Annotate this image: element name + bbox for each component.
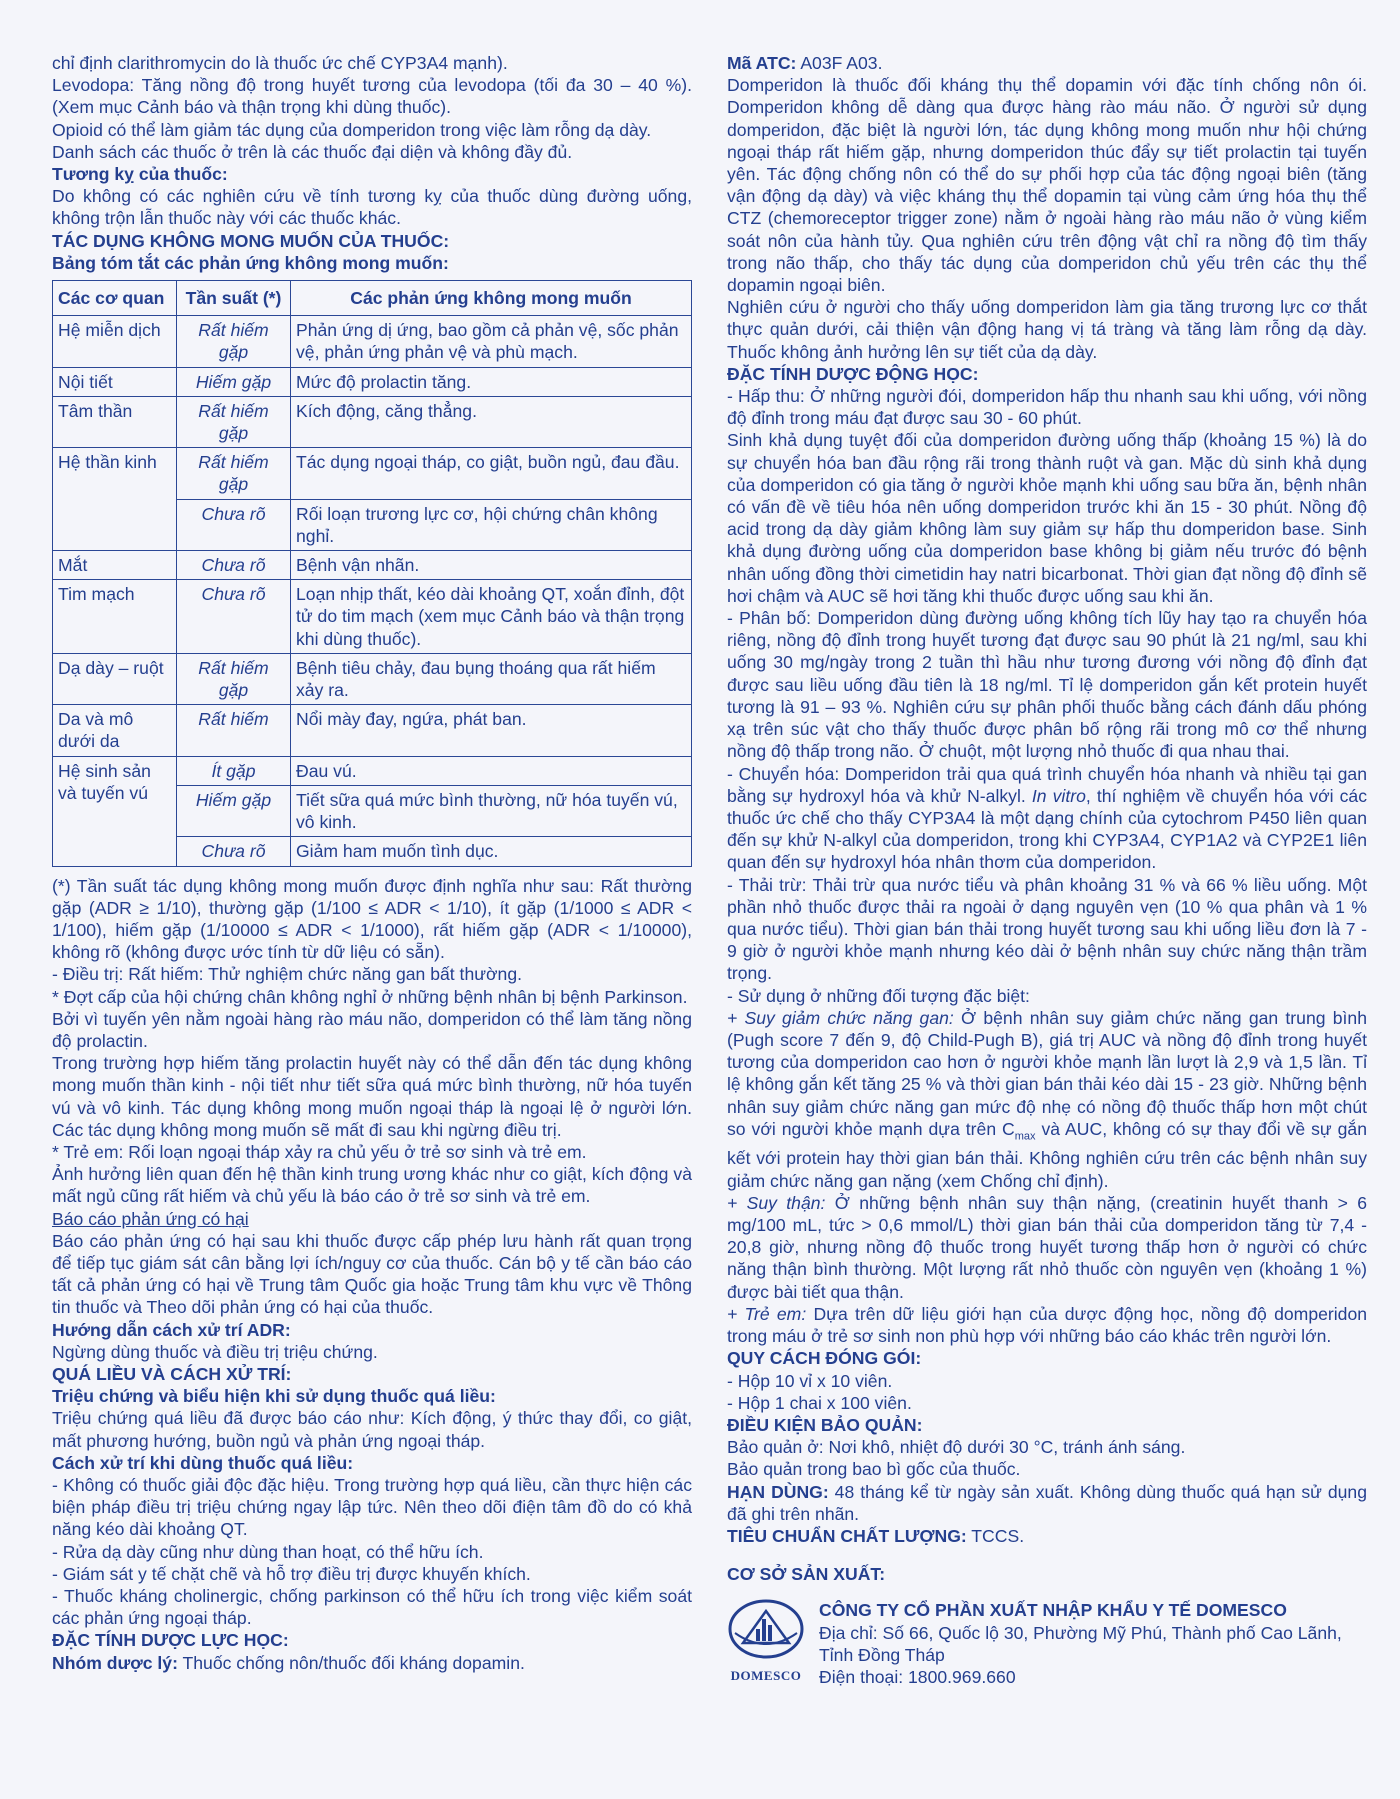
cell-frequency: Chưa rõ (177, 580, 291, 654)
text-opioid: Opioid có thể làm giảm tác dụng của domperidon trong việc làm rỗng dạ dày. (52, 119, 652, 140)
cell-reaction: Nổi mày đay, ngứa, phát ban. (291, 705, 692, 756)
text-anh-huong: Ảnh hưởng liên quan đến hệ thần kinh trung ương khác như co giật, kích động và mất ngủ cũng rất hiếm và chủ yếu là báo cáo ở trẻ sơ sinh và trẻ em. (52, 1164, 692, 1207)
cell-reaction: Phản ứng dị ứng, bao gồm cả phản vệ, sốc phản vệ, phản ứng phản vệ và phù mạch. (291, 316, 692, 367)
cell-organ: Da và mô dưới da (53, 705, 177, 756)
cell-frequency: Chưa rõ (177, 499, 291, 550)
label-tre-em: + Trẻ em: (727, 1303, 807, 1324)
table-body (53, 316, 692, 866)
table-row (53, 396, 692, 447)
text-dieu-tri: - Điều trị: Rất hiếm: Thử nghiệm chức năng gan bất thường. (52, 964, 523, 985)
heading-bao-quan: ĐIỀU KIỆN BẢO QUẢN: (727, 1414, 923, 1435)
company-phone: Điện thoại: 1800.969.660 (819, 1666, 1016, 1687)
text-doi-tuong-dac-biet: - Sử dụng ở những đối tượng đặc biệt: (727, 985, 1030, 1006)
cell-reaction: Giảm ham muốn tình dục. (291, 837, 692, 866)
text-tuong-ky: Do không có các nghiên cứu về tính tương kỵ của thuốc dùng đường uống, không trộn lẫn thuốc này với các thuốc khác. (52, 186, 692, 229)
label-tieu-chuan: TIÊU CHUẨN CHẤT LƯỢNG: (727, 1525, 967, 1546)
chuyen-hoa-part-1: - Chuyển hóa: Domperidon trải qua quá trình chuyển hóa nhanh và nhiều tại gan bằng sự hydroxyl hóa và khử N-alkyl. (727, 763, 1367, 806)
cell-reaction: Kích động, căng thẳng. (291, 396, 692, 447)
chuyen-hoa-in-vitro: In vitro (1031, 785, 1086, 806)
heading-bang-tom-tat: Bảng tóm tắt các phản ứng không mong muốn: (52, 252, 449, 273)
text-tre-em-dd (727, 1303, 1367, 1347)
cell-organ: Dạ dày – ruột (53, 653, 177, 704)
tre-em-text: Dựa trên dữ liệu giới hạn của dược động học, nồng độ domperidon trong máu ở trẻ sơ sinh non phù hợp với những báo cáo khác trên người lớn. (727, 1303, 1368, 1347)
domesco-logo (727, 1599, 805, 1684)
cell-organ: Hệ miễn dịch (53, 316, 177, 367)
text-chuyen-hoa (727, 763, 1367, 874)
table-header-row (53, 281, 692, 316)
cell-organ: Hệ thần kinh (53, 448, 177, 551)
text-xu-tri-1: - Không có thuốc giải độc đặc hiệu. Trong trường hợp quá liều, cần thực hiện các biện pháp điều trị triệu chứng ngay lập tức. Nên theo dõi điện tâm đồ do có khả năng kéo dài khoảng QT. (52, 1474, 692, 1540)
cell-reaction: Mức độ prolactin tăng. (291, 367, 692, 396)
company-name: CÔNG TY CỔ PHẦN XUẤT NHẬP KHẨU Y TẾ DOMESCO (819, 1600, 1287, 1621)
heading-dong-goi: QUY CÁCH ĐÓNG GÓI: (727, 1348, 922, 1369)
cell-frequency: Hiếm gặp (177, 367, 291, 396)
header-organ: Các cơ quan (53, 281, 177, 316)
text-nghien-cuu: Nghiên cứu ở người cho thấy uống domperidon làm gia tăng trương lực cơ thắt thực quản dưới, cải thiện vận động hang vị tá tràng và tăng làm rỗng dạ dày. Thuốc không ảnh hưởng lên sự tiết của dạ dày. (727, 297, 1367, 362)
text-suy-gan (727, 1007, 1367, 1192)
cell-reaction: Bệnh vận nhãn. (291, 551, 692, 580)
table-row (53, 316, 692, 367)
text-danhsach: Danh sách các thuốc ở trên là các thuốc đại diện và không đầy đủ. (52, 141, 573, 162)
cell-reaction: Bệnh tiêu chảy, đau bụng thoáng qua rất hiếm xảy ra. (291, 653, 692, 704)
logo-text: DOMESCO (730, 1668, 802, 1684)
suy-than-text: Ở những bệnh nhân suy thận nặng, (creatinin huyết thanh > 6 mg/100 mL, tức > 0,6 mmol/L) thời gian bán thải của domperidon tăng từ 7,4 - 20,8 giờ, nhưng nồng độ thuốc trong huyết tương thấp hơn ở người có chức năng thận bình thường. Một lượng rất nhỏ thuốc còn nguyên vẹn (khoảng 1 %) được bài tiết qua thận. (727, 1192, 1367, 1302)
cell-frequency: Chưa rõ (177, 837, 291, 866)
text-phan-bo: - Phân bố: Domperidon dùng đường uống không tích lũy hay tạo ra chuyển hóa riêng, nồng độ đỉnh trong huyết tương đạt được sau 90 phút là 21 ng/ml, sau khi uống 30 mg/ngày trong 2 tuần thì hầu như tương đương với nồng độ đỉnh đạt được sau liều uống đầu tiên là 18 ng/ml. Tỉ lệ domperidon gắn kết protein huyết tương là 91 – 93 %. Nghiên cứu sự phân phối thuốc bằng cách đánh dấu phóng xạ trên súc vật cho thấy thuốc được phân bố rộng rãi trong mô cơ thể nhưng nồng độ thấp trong não. Ở chuột, một lượng nhỏ thuốc đi qua nhau thai. (727, 608, 1367, 762)
table-row (53, 756, 692, 785)
text-clarithromycin: chỉ định clarithromycin do là thuốc ức chế CYP3A4 mạnh). (52, 53, 508, 73)
table-row (53, 448, 692, 499)
cell-reaction: Rối loạn trương lực cơ, hội chứng chân không nghỉ. (291, 499, 692, 550)
company-info (819, 1599, 1367, 1688)
cell-frequency: Ít gặp (177, 756, 291, 785)
left-column (52, 52, 692, 1674)
header-reaction: Các phản ứng không mong muốn (291, 281, 692, 316)
text-xu-tri-2: - Rửa dạ dày cũng như dùng than hoạt, có thể hữu ích. (52, 1541, 484, 1562)
cell-reaction: Loạn nhịp thất, kéo dài khoảng QT, xoắn đỉnh, đột tử do tim mạch (xem mục Cảnh báo và thận trọng khi dùng thuốc). (291, 580, 692, 654)
value-tieu-chuan: TCCS. (966, 1525, 1025, 1546)
cell-frequency: Hiếm gặp (177, 785, 291, 836)
text-hap-thu: - Hấp thu: Ở những người đói, domperidon hấp thu nhanh sau khi uống, với nồng độ đỉnh trong máu đạt được sau 30 - 60 phút. (727, 386, 1367, 429)
table-row (53, 653, 692, 704)
heading-cach-xu-tri: Cách xử trí khi dùng thuốc quá liều: (52, 1452, 354, 1473)
cell-organ: Hệ sinh sản và tuyến vú (53, 756, 177, 866)
cell-organ: Mắt (53, 551, 177, 580)
heading-bao-cao: Báo cáo phản ứng có hại (52, 1208, 249, 1229)
text-tieu-chuan (727, 1525, 1367, 1547)
table-row (53, 551, 692, 580)
heading-adr: Hướng dẫn cách xử trí ADR: (52, 1319, 291, 1340)
label-ma-atc: Mã ATC: (727, 53, 797, 73)
header-frequency: Tần suất (*) (177, 281, 291, 316)
text-levodopa: Levodopa: Tăng nồng độ trong huyết tương của levodopa (tối đa 30 – 40 %). (Xem mục Cảnh báo và thận trọng khi dùng thuốc). (52, 75, 692, 118)
chuyen-hoa-part-2: , thí nghiệm về chuyển hóa với các thuốc ức chế cho thấy CYP3A4 là một dạng chính của cytochrom P450 liên quan đến sự khử N-alkyl của domperidon, trong khi CYP3A4, CYP1A2 và CYP2E1 liên quan đến sự hydroxyl hóa nhân thơm của domperidon. (727, 785, 1367, 873)
cell-reaction: Tác dụng ngoại tháp, co giật, buồn ngủ, đau đầu. (291, 448, 692, 499)
heading-trieu-chung: Triệu chứng và biểu hiện khi sử dụng thuốc quá liều: (52, 1386, 496, 1407)
text-bao-quan-1: Bảo quản ở: Nơi khô, nhiệt độ dưới 30 °C, tránh ánh sáng. (727, 1437, 1186, 1458)
text-thai-tru: - Thải trừ: Thải trừ qua nước tiểu và phân khoảng 31 % và 66 % liều uống. Một phần nhỏ thuốc được thải ra ngoài ở dạng nguyên vẹn (10 % qua phân và 1 % qua nước tiểu). Thời gian bán thải trong huyết tương sau khi uống liều đơn là 7 - 9 giờ ở người khỏe mạnh nhưng kéo dài ở bệnh nhân suy chức năng thận trầm trọng. (727, 874, 1367, 984)
manufacturer-block (727, 1599, 1367, 1688)
text-bao-cao: Báo cáo phản ứng có hại sau khi thuốc được cấp phép lưu hành rất quan trọng để tiếp tục giám sát cân bằng lợi ích/nguy cơ của thuốc. Cán bộ y tế cần báo cáo tất cả phản ứng có hại về Trung tâm Quốc gia hoặc Trung tâm khu vực về Thông tin thuốc và Theo dõi phản ứng có hại của thuốc. (52, 1230, 692, 1318)
text-tuyen-yen: Bởi vì tuyến yên nằm ngoài hàng rào máu não, domperidon có thể làm tăng nồng độ prolactin. (52, 1008, 692, 1051)
adverse-reactions-table (52, 280, 692, 866)
text-bao-quan-2: Bảo quản trong bao bì gốc của thuốc. (727, 1459, 1021, 1480)
text-domperidon-doi-khang: Domperidon là thuốc đối kháng thụ thể dopamin với đặc tính chống nôn ói. Domperidon không dễ dàng qua được hàng rào máu não. Ở người sử dụng domperidon, đặc biệt là người lớn, tác dụng không mong muốn như hội chứng ngoại tháp rất hiếm gặp, nhưng domperidon thúc đẩy sự tiết prolactin tại tuyến yên. Tác động chống nôn có thể do sự phối hợp của tác động ngoại biên (tăng vận động dạ dày) và việc kháng thụ thể dopamin tại vùng cảm ứng hóa thụ thể CTZ (chemoreceptor trigger zone) nằm ở ngoài hàng rào máu não ở vùng kiểm soát nôn của hành tủy. Qua nghiên cứu trên động vật chỉ ra nồng độ tìm thấy trong não thấp, cho thấy tác dụng của domperidon chủ yếu trên các thụ thể dopamin ngoại biên. (727, 75, 1367, 296)
text-adr: Ngừng dùng thuốc và điều trị triệu chứng. (52, 1341, 378, 1362)
heading-co-so-san-xuat: CƠ SỞ SẢN XUẤT: (727, 1564, 886, 1585)
table-row (53, 580, 692, 654)
cell-frequency: Rất hiếm gặp (177, 396, 291, 447)
heading-tac-dung-khong-mong-muon: TÁC DỤNG KHÔNG MONG MUỐN CỦA THUỐC: (52, 230, 450, 251)
value-ma-atc: A03F A03. (800, 53, 883, 73)
label-suy-than: + Suy thận: (727, 1192, 826, 1213)
value-nhom-duoc-ly: Thuốc chống nôn/thuốc đối kháng dopamin. (182, 1652, 525, 1673)
cell-reaction: Tiết sữa quá mức bình thường, nữ hóa tuyến vú, vô kinh. (291, 785, 692, 836)
text-tan-suat: (*) Tần suất tác dụng không mong muốn được định nghĩa như sau: Rất thường gặp (ADR ≥ 1/10), thường gặp (1/100 ≤ ADR < 1/10), ít gặp (1/1000 ≤ ADR < 1/100), hiếm gặp (1/10000 ≤ ADR < 1/1000), rất hiếm gặp (ADR < 1/10000), không rõ (không được ước tính từ dữ liệu có sẵn). (52, 875, 692, 963)
company-address: Địa chỉ: Số 66, Quốc lộ 30, Phường Mỹ Phú, Thành phố Cao Lãnh, Tỉnh Đồng Tháp (819, 1622, 1342, 1665)
text-dot-cap: * Đợt cấp của hội chứng chân không nghỉ ở những bệnh nhân bị bệnh Parkinson. (52, 986, 688, 1007)
cell-organ: Tim mạch (53, 580, 177, 654)
right-column (727, 52, 1367, 1688)
cell-frequency: Rất hiếm (177, 705, 291, 756)
heading-tuong-ky: Tương kỵ của thuốc: (52, 164, 228, 185)
text-dong-goi-1: - Hộp 10 vỉ x 10 viên. (727, 1370, 893, 1391)
label-nhom-duoc-ly: Nhóm dược lý: (52, 1652, 178, 1673)
cell-frequency: Rất hiếm gặp (177, 316, 291, 367)
table-row (53, 367, 692, 396)
cell-frequency: Rất hiếm gặp (177, 448, 291, 499)
heading-qua-lieu: QUÁ LIỀU VÀ CÁCH XỬ TRÍ: (52, 1363, 292, 1384)
cell-organ: Tâm thần (53, 396, 177, 447)
text-xu-tri-4: - Thuốc kháng cholinergic, chống parkinson có thể hữu ích trong việc kiểm soát các phản ứng ngoại tháp. (52, 1586, 692, 1629)
text-tre-em: * Trẻ em: Rối loạn ngoại tháp xảy ra chủ yếu ở trẻ sơ sinh và trẻ em. (52, 1141, 587, 1162)
table-row (53, 705, 692, 756)
text-nhom-duoc-ly (52, 1652, 692, 1674)
text-han-dung (727, 1481, 1367, 1525)
text-suy-than (727, 1192, 1367, 1303)
value-han-dung: 48 tháng kể từ ngày sản xuất. Không dùng thuốc quá hạn sử dụng đã ghi trên nhãn. (727, 1481, 1367, 1524)
text-dong-goi-2: - Hộp 1 chai x 100 viên. (727, 1392, 912, 1413)
label-han-dung: HẠN DÙNG: (727, 1481, 829, 1502)
heading-duoc-dong-hoc: ĐẶC TÍNH DƯỢC ĐỘNG HỌC: (727, 363, 979, 384)
cell-organ: Nội tiết (53, 367, 177, 396)
text-sinh-kha-dung: Sinh khả dụng tuyệt đối của domperidon đường uống thấp (khoảng 15 %) là do sự chuyển hóa ban đầu rộng rãi trong thành ruột và gan. Mặc dù sinh khả dụng của domperidon có gia tăng ở người khỏe mạnh khi uống sau bữa ăn, bệnh nhân có vấn đề về tiêu hóa nên uống domperidon trước khi ăn 15 - 30 phút. Nồng độ acid trong dạ dày giảm không làm suy giảm sự hấp thu domperidon base. Sinh khả dụng đường uống của domperidon base không bị giảm nếu trước đó bệnh nhân uống đồng thời cimetidin hay natri bicarbonat. Thời gian đạt nồng độ đỉnh sẽ hơi chậm và AUC sẽ hơi tăng khi thuốc được uống sau khi ăn. (727, 430, 1367, 606)
domesco-logo-icon (727, 1599, 805, 1663)
suy-gan-part-2: và AUC, không có sự thay đổi về sự gắn kết với protein hay thời gian bán thải. Không nghiên cứu trên các bệnh nhân suy giảm chức năng gan nặng (xem Chống chỉ định). (727, 1118, 1367, 1191)
text-ma-atc (727, 52, 1367, 74)
cell-frequency: Rất hiếm gặp (177, 653, 291, 704)
text-xu-tri-3: - Giám sát y tế chặt chẽ và hỗ trợ điều trị được khuyến khích. (52, 1563, 531, 1584)
heading-duoc-luc-hoc: ĐẶC TÍNH DƯỢC LỰC HỌC: (52, 1630, 289, 1651)
text-trieu-chung: Triệu chứng quá liều đã được báo cáo như: Kích động, ý thức thay đổi, co giật, mất phương hướng, buồn ngủ và phản ứng ngoại tháp. (52, 1408, 692, 1451)
cell-reaction: Đau vú. (291, 756, 692, 785)
text-prolactin: Trong trường hợp hiếm tăng prolactin huyết này có thể dẫn đến tác dụng không mong muốn thần kinh - nội tiết như tiết sữa quá mức bình thường, nữ hóa tuyến vú và vô kinh. Tác dụng không mong muốn ngoại tháp là ngoại lệ ở người lớn. Các tác dụng không mong muốn sẽ mất đi sau khi ngừng điều trị. (52, 1053, 692, 1140)
cell-frequency: Chưa rõ (177, 551, 291, 580)
label-suy-gan: + Suy giảm chức năng gan: (727, 1007, 954, 1028)
cmax-subscript: max (1014, 1130, 1036, 1143)
suy-gan-part-1: Ở bệnh nhân suy giảm chức năng gan trung bình (Pugh score 7 đến 9, độ Child-Pugh B), giá trị AUC và nồng độ đỉnh trong huyết tương của domperidon cao hơn ở người khỏe mạnh lần lượt là 2,9 và 1,5 lần. Tỉ lệ không gắn kết tăng 25 % và thời gian bán thải kéo dài 15 - 23 giờ. Những bệnh nhân suy giảm chức năng gan mức độ nhẹ có nồng độ thuốc thấp hơn một chút so với người khỏe mạnh dựa trên C (727, 1007, 1367, 1139)
